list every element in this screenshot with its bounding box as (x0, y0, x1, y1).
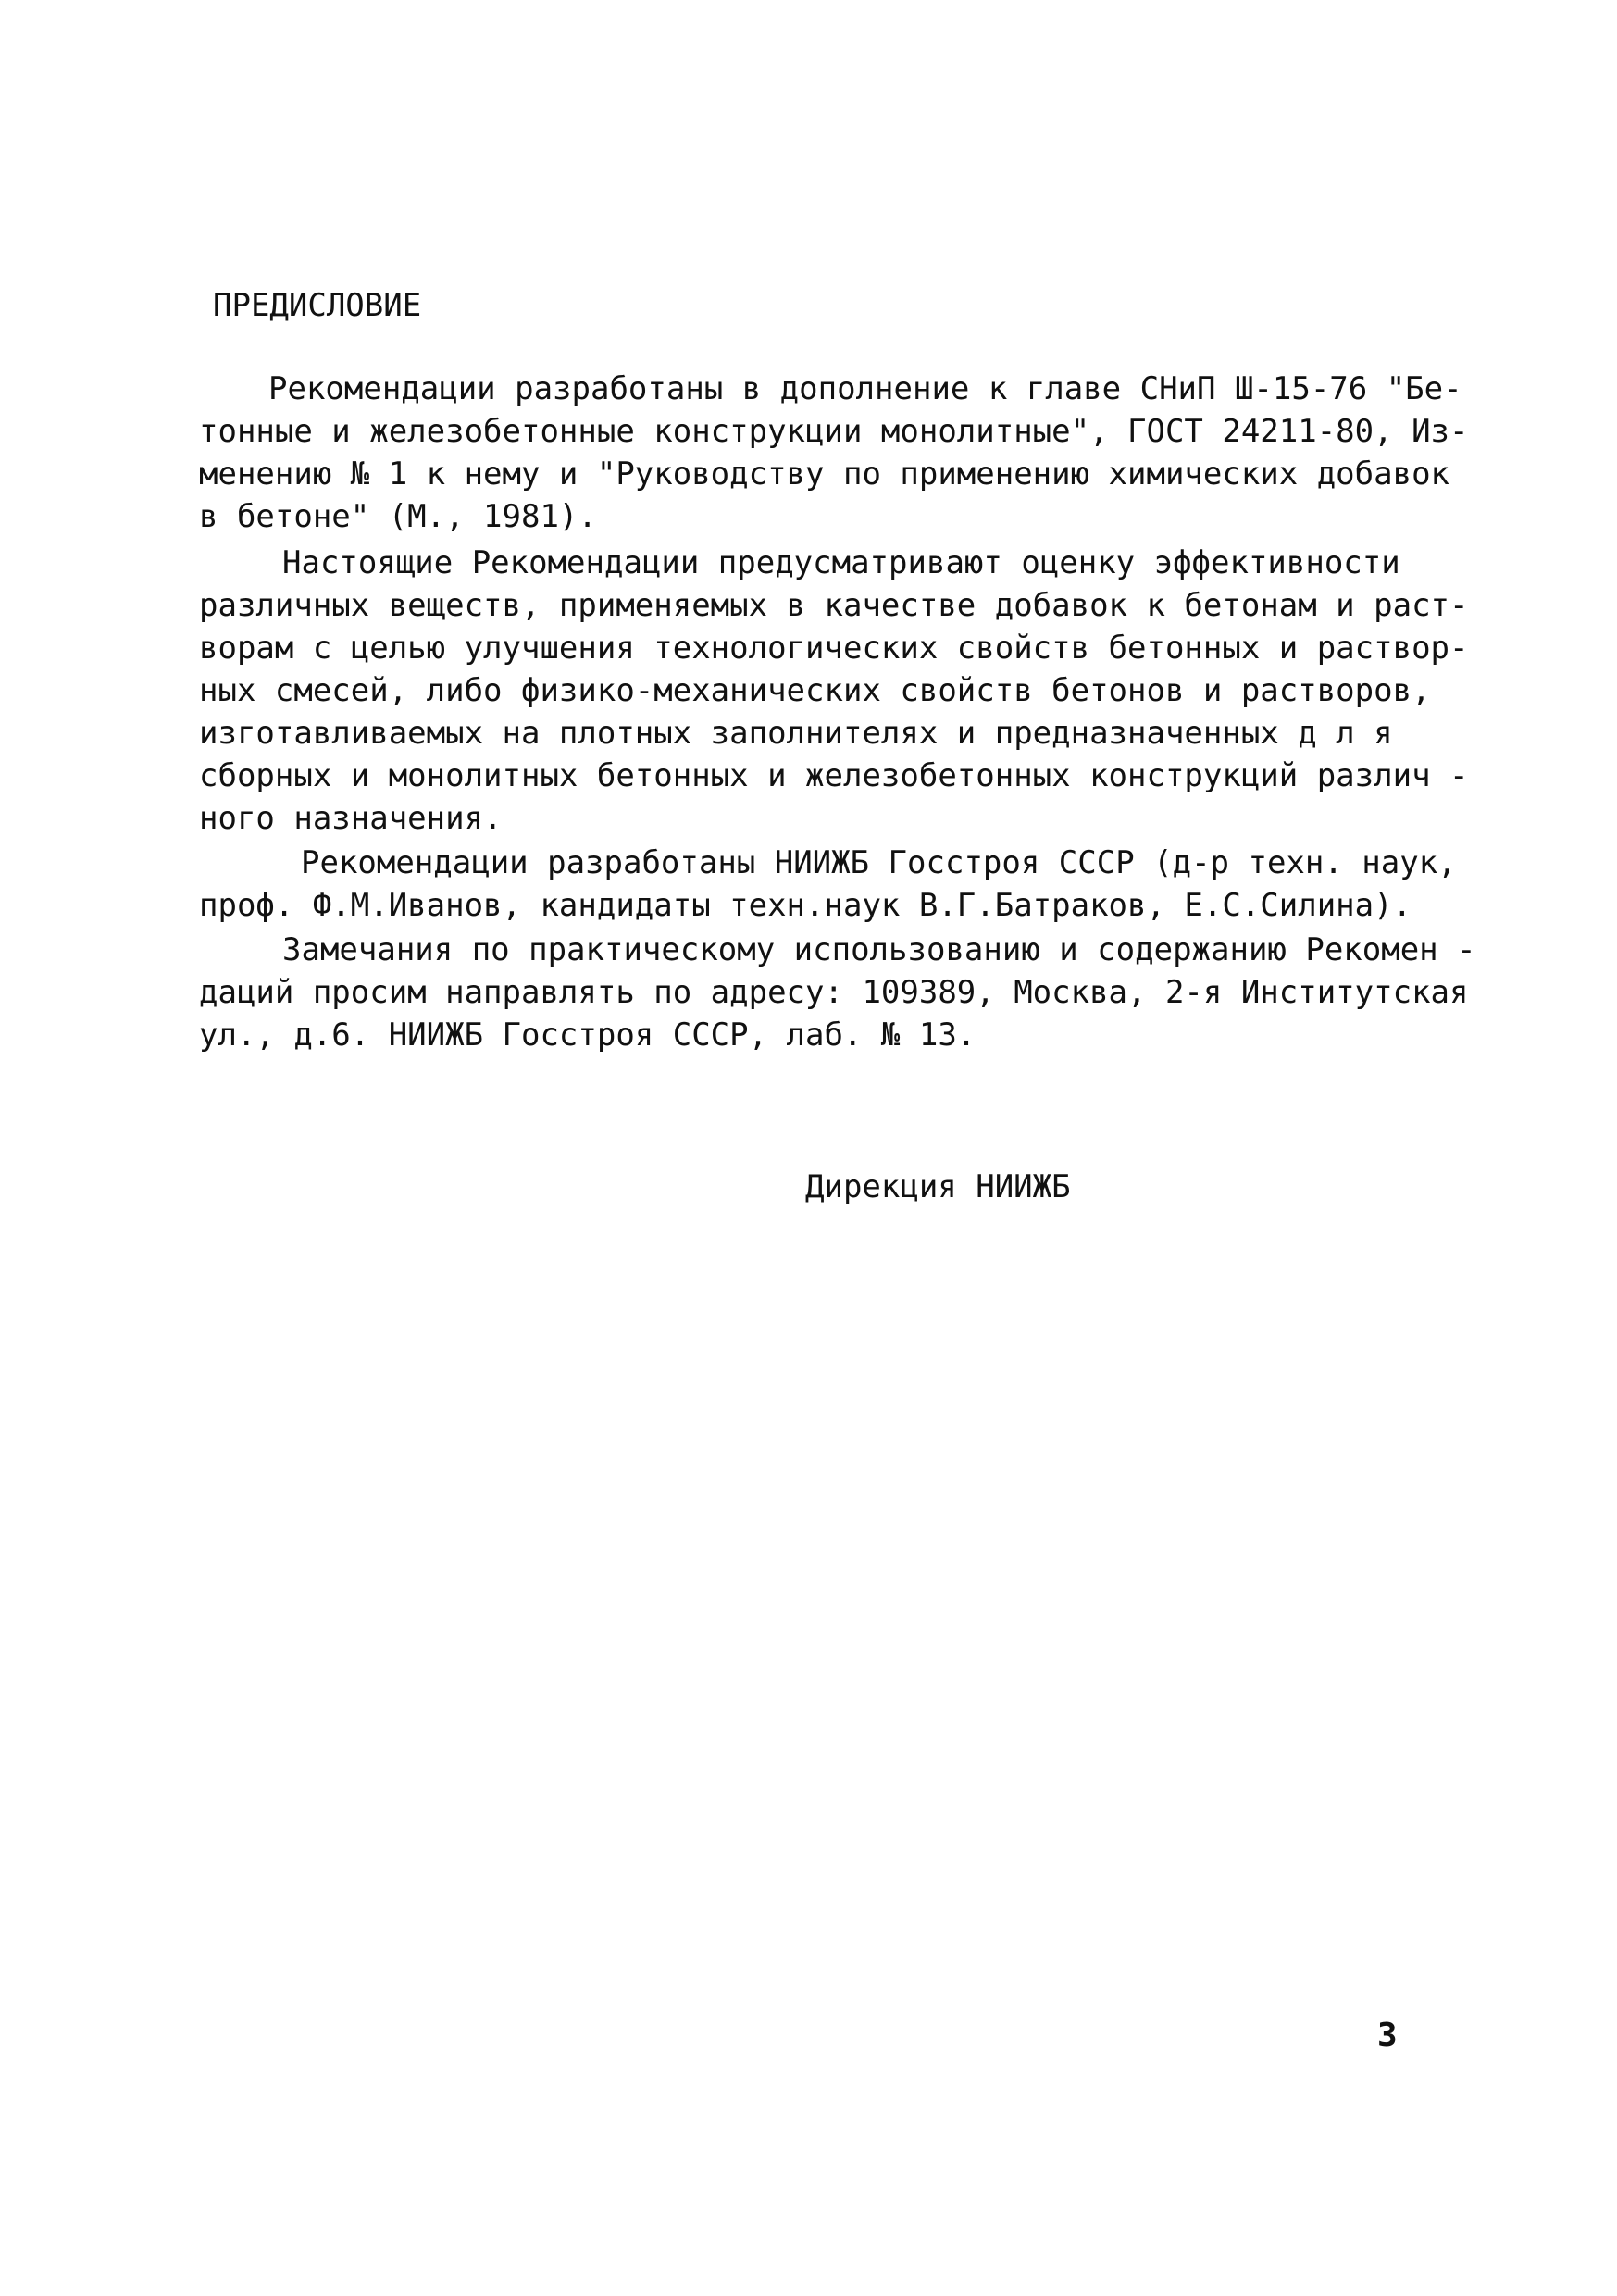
paragraph-line: Настоящие Рекомендации предусматривают оценку эффективности (282, 544, 1400, 581)
paragraph-line: Рекомендации разработаны в дополнение к главе СНиП Ш-15-76 "Бе- (268, 370, 1462, 407)
page-heading: ПРЕДИСЛОВИЕ (213, 287, 422, 324)
paragraph-line: тонные и железобетонные конструкции монолитные", ГОСТ 24211-80, Из- (199, 413, 1469, 450)
paragraph-line: ного назначения. (199, 800, 503, 837)
paragraph-line: ворам с целью улучшения технологических свойств бетонных и раствор- (199, 630, 1469, 667)
paragraph-line: в бетоне" (М., 1981). (199, 498, 597, 535)
paragraph-line: изготавливаемых на плотных заполнителях и предназначенных д л я (199, 715, 1393, 752)
paragraph-line: даций просим направлять по адресу: 109389, Москва, 2-я Институтская (199, 974, 1469, 1011)
paragraph-line: ных смесей, либо физико-механических свойств бетонов и растворов, (199, 672, 1431, 709)
paragraph-line: Замечания по практическому использованию и содержанию Рекомен - (282, 931, 1476, 968)
paragraph-line: проф. Ф.М.Иванов, кандидаты техн.наук В.Г.Батраков, Е.С.Силина). (199, 887, 1412, 924)
paragraph-line: ул., д.6. НИИЖБ Госстроя СССР, лаб. № 13. (199, 1017, 976, 1054)
signature-line: Дирекция НИИЖБ (805, 1168, 1071, 1205)
paragraph-line: менению № 1 к нему и "Руководству по применению химических добавок (199, 455, 1450, 493)
paragraph-line: сборных и монолитных бетонных и железобетонных конструкций различ - (199, 757, 1469, 794)
paragraph-line: Рекомендации разработаны НИИЖБ Госстроя СССР (д-р техн. наук, (301, 844, 1457, 881)
paragraph-line: различных веществ, применяемых в качестве добавок к бетонам и раст- (199, 587, 1469, 624)
page-number: 3 (1377, 2016, 1398, 2054)
